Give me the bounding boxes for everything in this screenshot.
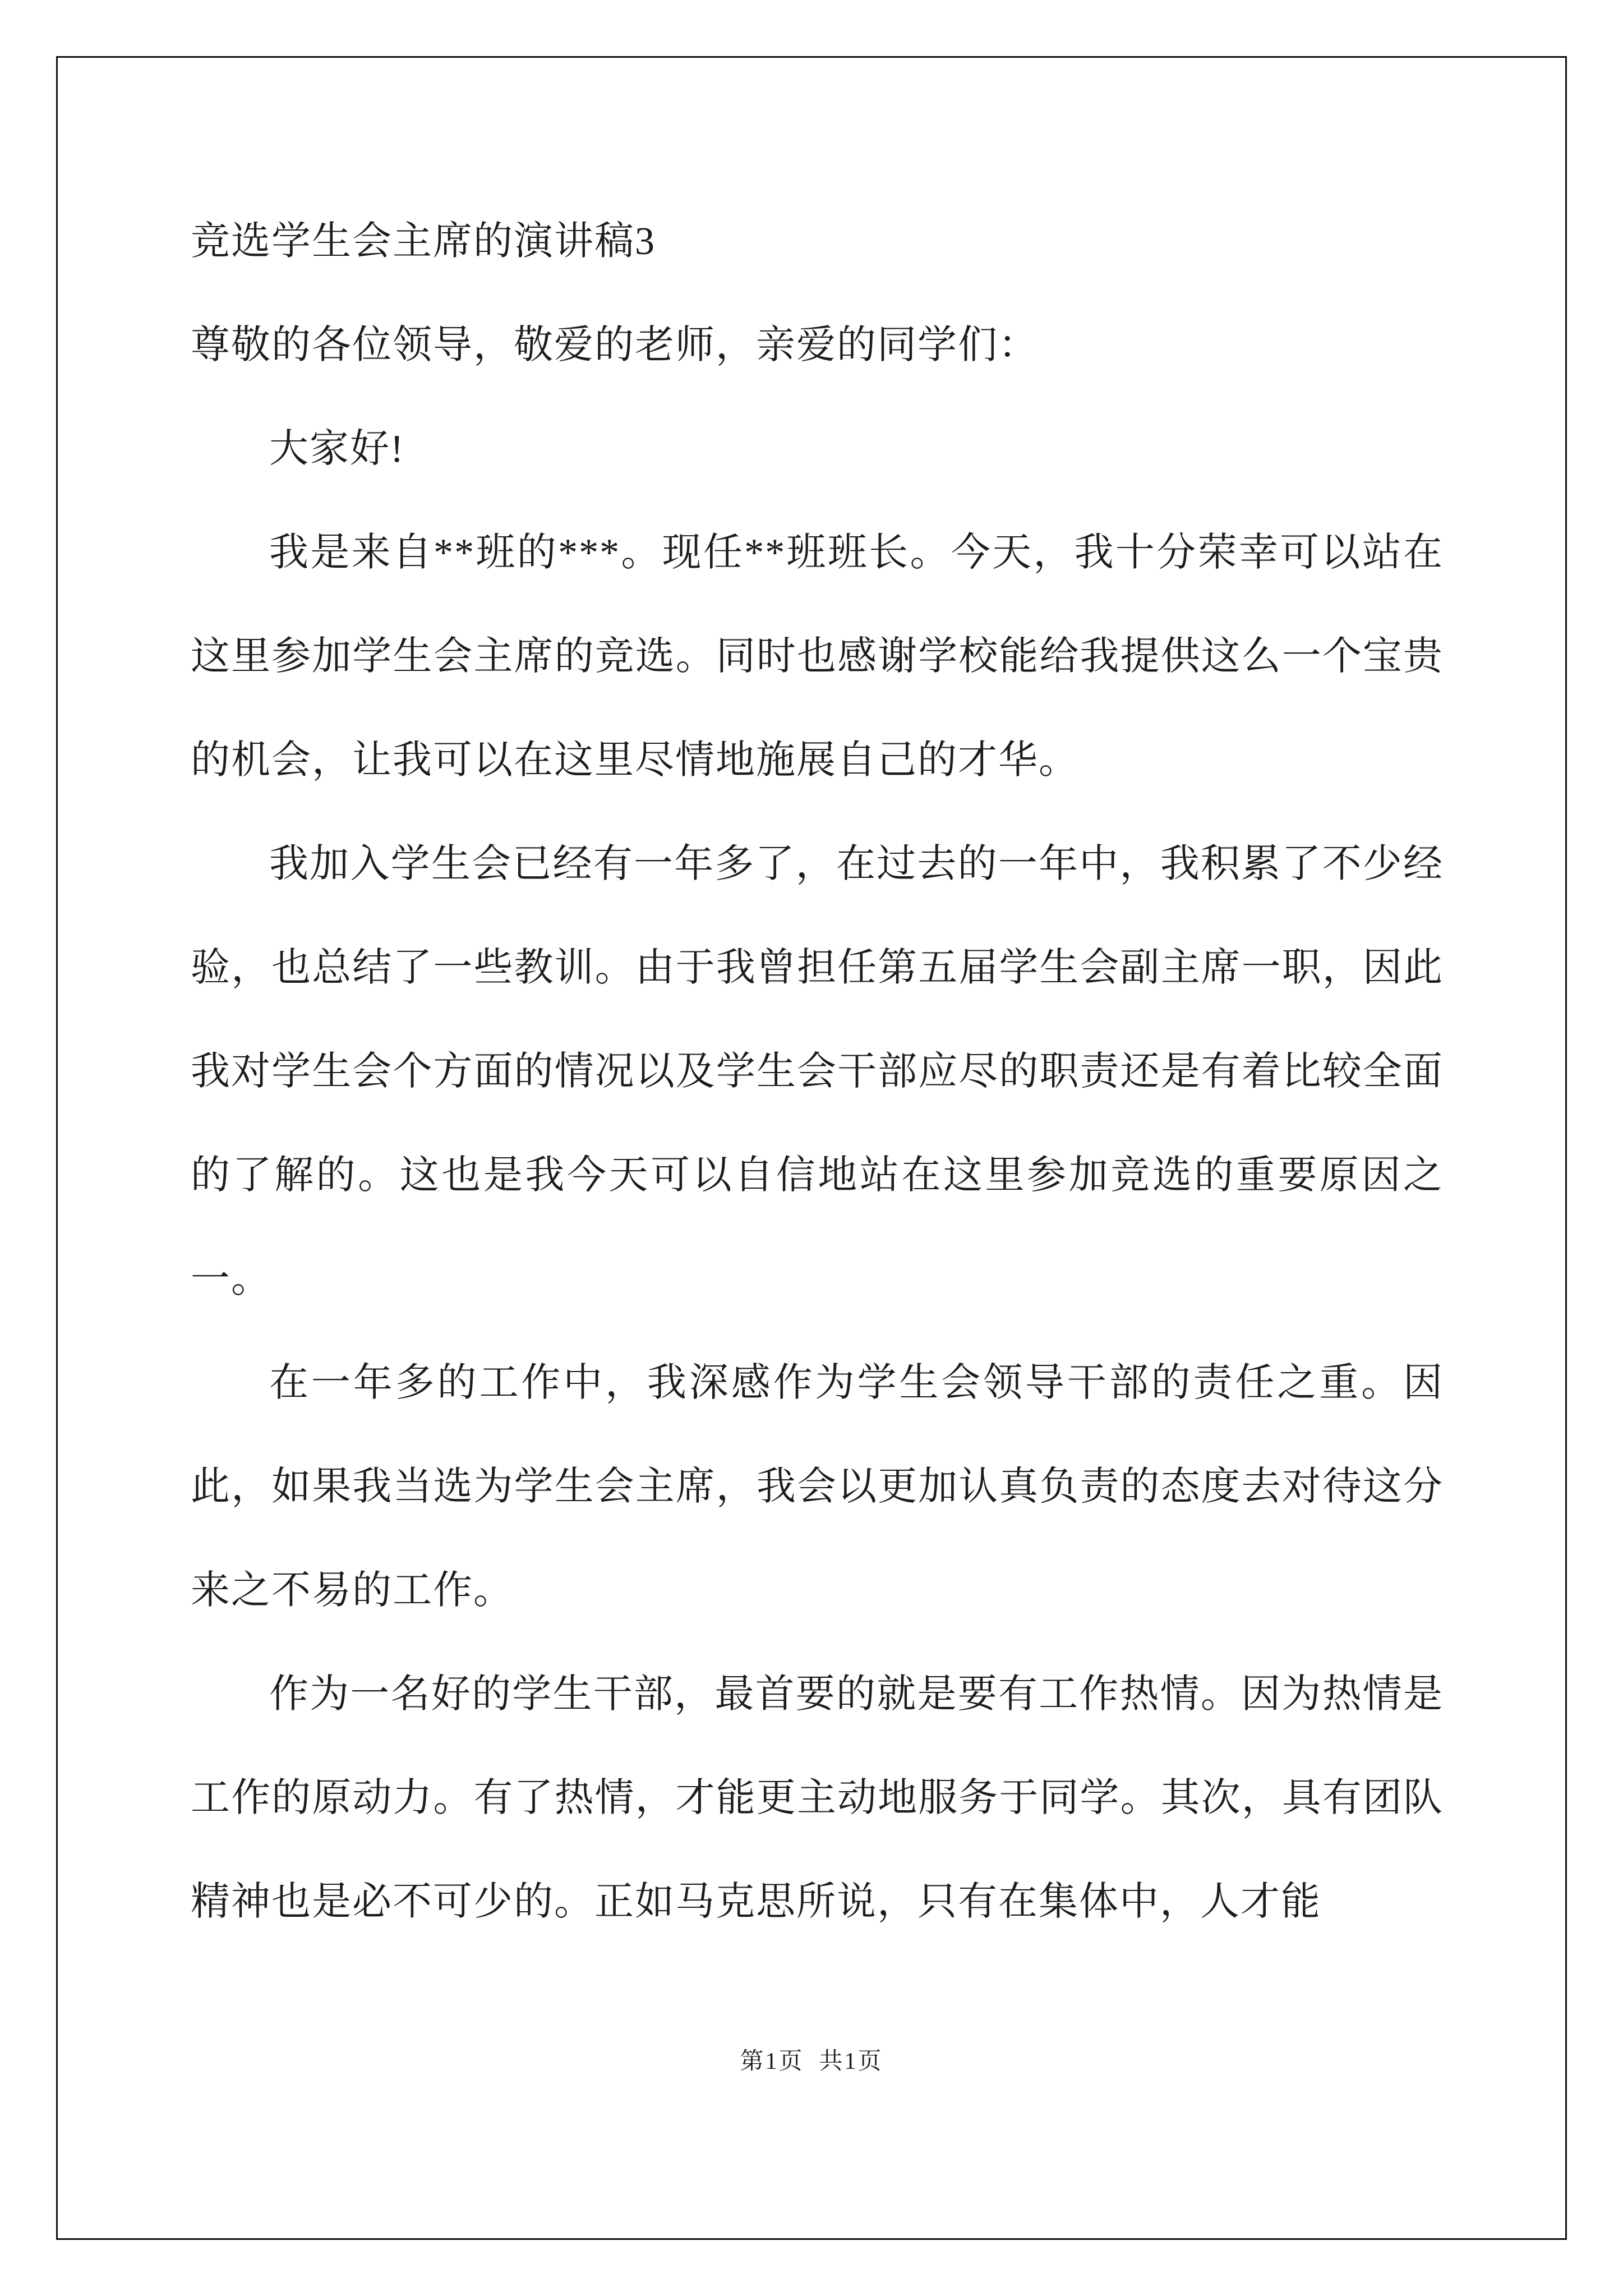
paragraph-salutation: 尊敬的各位领导，敬爱的老师，亲爱的同学们：: [191, 324, 1039, 367]
paragraph-body-2: 我加入学生会已经有一年多了，在过去的一年中，我积累了不少经验，也总结了一些教训。由于我曾担任第五届学生会副主席一职，因此我对学生会个方面的情况以及学生会干部应尽的职责还是有着比较全面的了解的。这也是我今天可以自信地站在这里参加竞选的重要原因之一。: [191, 843, 1444, 1301]
paragraph-body-4: 作为一名好的学生干部，最首要的就是要有工作热情。因为热情是工作的原动力。有了热情，才能更主动地服务于同学。其次，具有团队精神也是必不可少的。正如马克思所说，只有在集体中，人才能: [191, 1673, 1444, 1924]
document-body: [191, 190, 1444, 1954]
paragraph-body-3: 在一年多的工作中，我深感作为学生会领导干部的责任之重。因此，如果我当选为学生会主席，我会以更加认真负责的态度去对待这分来之不易的工作。: [191, 1361, 1444, 1612]
paragraph-body-1: 我是来自**班的***。现任**班班长。今天，我十分荣幸可以站在这里参加学生会主席的竞选。同时也感谢学校能给我提供这么一个宝贵的机会，让我可以在这里尽情地施展自己的才华。: [191, 531, 1444, 782]
paragraph-greeting: 大家好!: [269, 427, 405, 471]
document-title: 竞选学生会主席的演讲稿3: [191, 220, 656, 263]
page-number-footer: 第1页 共1页: [740, 2049, 883, 2074]
